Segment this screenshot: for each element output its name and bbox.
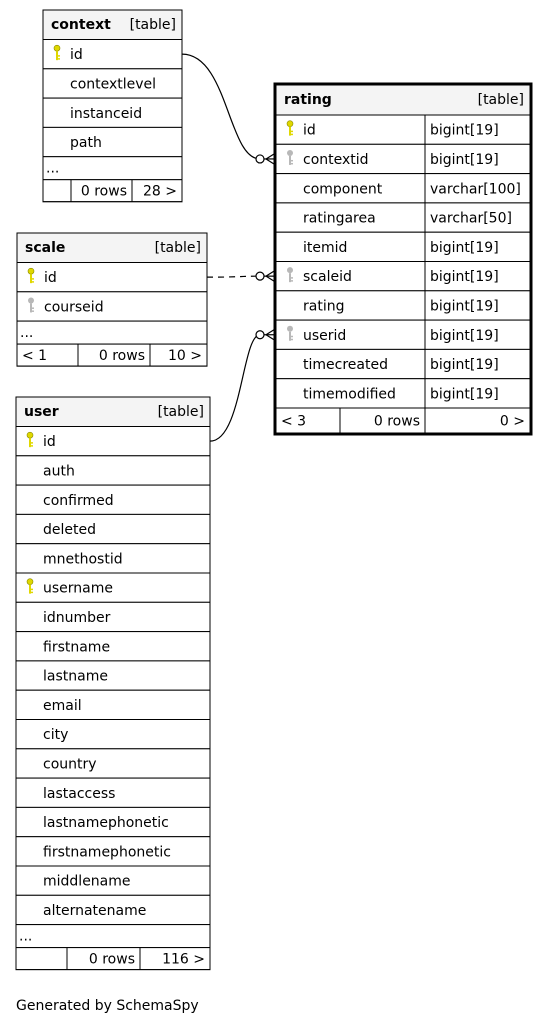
column-row-alternatename[interactable] bbox=[16, 895, 210, 924]
column-name: rating bbox=[303, 298, 345, 315]
column-row-id[interactable] bbox=[276, 115, 530, 144]
column-row-lastaccess[interactable] bbox=[16, 778, 210, 807]
crows-foot-marker bbox=[256, 330, 274, 340]
column-type: bigint[19] bbox=[430, 298, 499, 315]
column-name: scaleid bbox=[303, 269, 352, 286]
table-rating[interactable] bbox=[275, 84, 531, 434]
column-row-ratingarea[interactable] bbox=[276, 203, 530, 232]
row-count: 0 rows bbox=[88, 951, 135, 968]
children-count: 10 > bbox=[168, 348, 202, 365]
row-count: 0 rows bbox=[98, 348, 145, 365]
column-name: userid bbox=[303, 327, 347, 344]
column-name: contextlevel bbox=[70, 76, 157, 93]
column-row-contextlevel[interactable] bbox=[43, 69, 182, 98]
column-row-scaleid[interactable] bbox=[276, 262, 530, 291]
column-row-timemodified[interactable] bbox=[276, 379, 530, 408]
more-columns-ellipsis: ... bbox=[20, 325, 34, 342]
column-name: lastname bbox=[43, 668, 108, 685]
column-name: deleted bbox=[43, 522, 96, 539]
children-count: 28 > bbox=[143, 183, 177, 200]
column-row-lastnamephonetic[interactable] bbox=[16, 807, 210, 836]
column-name: path bbox=[70, 135, 102, 152]
column-type: varchar[100] bbox=[430, 181, 521, 198]
crows-foot-marker bbox=[256, 271, 274, 281]
children-count: 116 > bbox=[162, 951, 205, 968]
table-scale[interactable] bbox=[17, 233, 207, 366]
column-row-idnumber[interactable] bbox=[16, 602, 210, 631]
column-name: confirmed bbox=[43, 492, 114, 509]
column-row-component[interactable] bbox=[276, 174, 530, 203]
column-row-middlename[interactable] bbox=[16, 866, 210, 895]
column-row-itemid[interactable] bbox=[276, 232, 530, 261]
column-name: country bbox=[43, 756, 97, 773]
column-row-userid[interactable] bbox=[276, 320, 530, 349]
column-row-id[interactable] bbox=[16, 427, 210, 456]
column-name: itemid bbox=[303, 239, 348, 256]
table-title: user bbox=[24, 404, 59, 420]
column-type: bigint[19] bbox=[430, 239, 499, 256]
column-name: firstnamephonetic bbox=[43, 844, 171, 861]
column-name: city bbox=[43, 727, 69, 744]
column-row-rating[interactable] bbox=[276, 291, 530, 320]
more-columns-ellipsis: ... bbox=[46, 160, 60, 177]
column-row-city[interactable] bbox=[16, 720, 210, 749]
generated-by-footer: Generated by SchemaSpy bbox=[16, 998, 199, 1014]
column-row-deleted[interactable] bbox=[16, 514, 210, 543]
column-row-id[interactable] bbox=[17, 263, 207, 292]
column-name: ratingarea bbox=[303, 210, 376, 227]
relation-id-to-scaleid bbox=[207, 276, 260, 277]
column-name: auth bbox=[43, 463, 75, 480]
column-row-firstnamephonetic[interactable] bbox=[16, 837, 210, 866]
column-name: lastaccess bbox=[43, 785, 116, 802]
column-type: bigint[19] bbox=[430, 269, 499, 286]
column-name: courseid bbox=[44, 299, 104, 316]
column-type: bigint[19] bbox=[430, 122, 499, 139]
crows-foot-marker bbox=[256, 154, 274, 164]
row-count: 0 rows bbox=[373, 413, 420, 430]
children-count: 0 > bbox=[499, 413, 525, 430]
column-name: id bbox=[303, 122, 316, 139]
column-row-username[interactable] bbox=[16, 573, 210, 602]
column-row-mnethostid[interactable] bbox=[16, 544, 210, 573]
parents-count: < 3 bbox=[281, 413, 307, 430]
table-kind-label: [table] bbox=[157, 404, 204, 420]
relation-id-to-userid bbox=[210, 335, 260, 441]
column-name: alternatename bbox=[43, 902, 147, 919]
column-row-lastname[interactable] bbox=[16, 661, 210, 690]
column-name: mnethostid bbox=[43, 551, 123, 568]
column-name: firstname bbox=[43, 639, 111, 656]
column-type: bigint[19] bbox=[430, 357, 499, 374]
column-name: lastnamephonetic bbox=[43, 815, 169, 832]
column-name: id bbox=[70, 47, 83, 64]
column-name: id bbox=[43, 434, 56, 451]
column-row-id[interactable] bbox=[43, 40, 182, 69]
table-title: scale bbox=[25, 240, 66, 256]
column-row-auth[interactable] bbox=[16, 456, 210, 485]
column-row-email[interactable] bbox=[16, 690, 210, 719]
column-row-firstname[interactable] bbox=[16, 632, 210, 661]
column-row-instanceid[interactable] bbox=[43, 98, 182, 127]
parents-count: < 1 bbox=[22, 348, 48, 365]
column-name: instanceid bbox=[70, 105, 143, 122]
table-context[interactable] bbox=[43, 10, 182, 202]
column-row-contextid[interactable] bbox=[276, 144, 530, 173]
column-type: varchar[50] bbox=[430, 210, 512, 227]
column-row-confirmed[interactable] bbox=[16, 485, 210, 514]
column-name: id bbox=[44, 270, 57, 287]
table-kind-label: [table] bbox=[154, 240, 201, 256]
column-name: middlename bbox=[43, 873, 131, 890]
column-row-courseid[interactable] bbox=[17, 292, 207, 321]
column-type: bigint[19] bbox=[430, 327, 499, 344]
column-name: timecreated bbox=[303, 357, 388, 374]
table-title: rating bbox=[284, 92, 332, 108]
column-name: email bbox=[43, 697, 82, 714]
column-name: idnumber bbox=[43, 609, 111, 626]
column-name: component bbox=[303, 181, 383, 198]
table-user[interactable] bbox=[16, 397, 210, 970]
more-columns-ellipsis: ... bbox=[19, 928, 33, 945]
table-kind-label: [table] bbox=[477, 92, 524, 108]
column-type: bigint[19] bbox=[430, 151, 499, 168]
table-kind-label: [table] bbox=[129, 17, 176, 33]
column-row-country[interactable] bbox=[16, 749, 210, 778]
relation-id-to-contextid bbox=[182, 54, 260, 159]
column-type: bigint[19] bbox=[430, 386, 499, 403]
column-name: username bbox=[43, 580, 113, 597]
row-count: 0 rows bbox=[80, 183, 127, 200]
column-row-timecreated[interactable] bbox=[276, 349, 530, 378]
column-name: contextid bbox=[303, 151, 369, 168]
table-title: context bbox=[51, 17, 111, 33]
column-row-path[interactable] bbox=[43, 127, 182, 156]
column-name: timemodified bbox=[303, 386, 396, 403]
